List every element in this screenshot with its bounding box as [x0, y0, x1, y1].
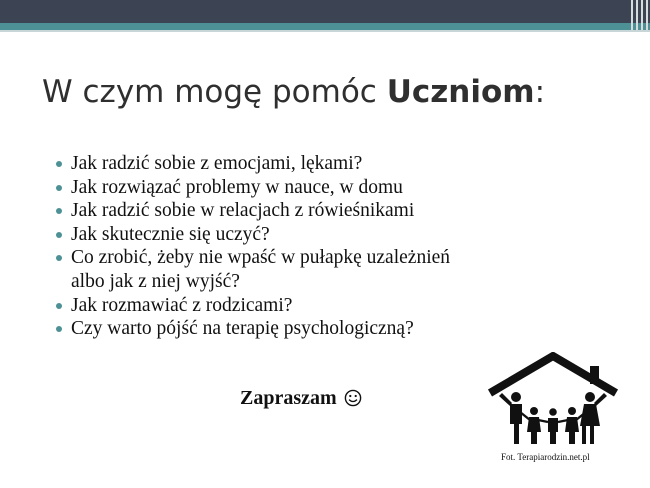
smiley-icon [344, 389, 362, 407]
corner-decoration [628, 0, 650, 30]
title-text: W czym mogę pomóc [42, 74, 387, 110]
title-bold-word: Uczniom [386, 74, 535, 110]
header-accent-stripe [0, 23, 650, 30]
invitation-text: Zapraszam [240, 387, 337, 409]
bullet-list [55, 152, 615, 341]
photo-credit: Fot. Terapiarodzin.net.pl [501, 452, 590, 462]
slide-title [42, 74, 545, 110]
title-colon: : [534, 74, 546, 110]
bullet-item: Jak skutecznie się uczyć? [55, 223, 615, 247]
bullet-item: Jak radzić sobie w relacjach z rówieśnikami [55, 199, 615, 223]
family-house-icon [486, 352, 620, 454]
bullet-item: Jak rozmawiać z rodzicami? [55, 294, 615, 318]
bullet-item: Jak radzić sobie z emocjami, lękami? [55, 152, 615, 176]
bullet-item: Czy warto pójść na terapię psychologiczną? [55, 317, 615, 341]
bullet-continuation: albo jak z niej wyjść? [71, 270, 240, 292]
invitation [240, 387, 362, 410]
bullet-item: Jak rozwiązać problemy w nauce, w domu [55, 176, 615, 200]
bullet-item: Co zrobić, żeby nie wpaść w pułapkę uzależnień albo jak z niej wyjść? [55, 246, 615, 293]
header-light-stripe [0, 30, 650, 32]
header-bar [0, 0, 650, 23]
